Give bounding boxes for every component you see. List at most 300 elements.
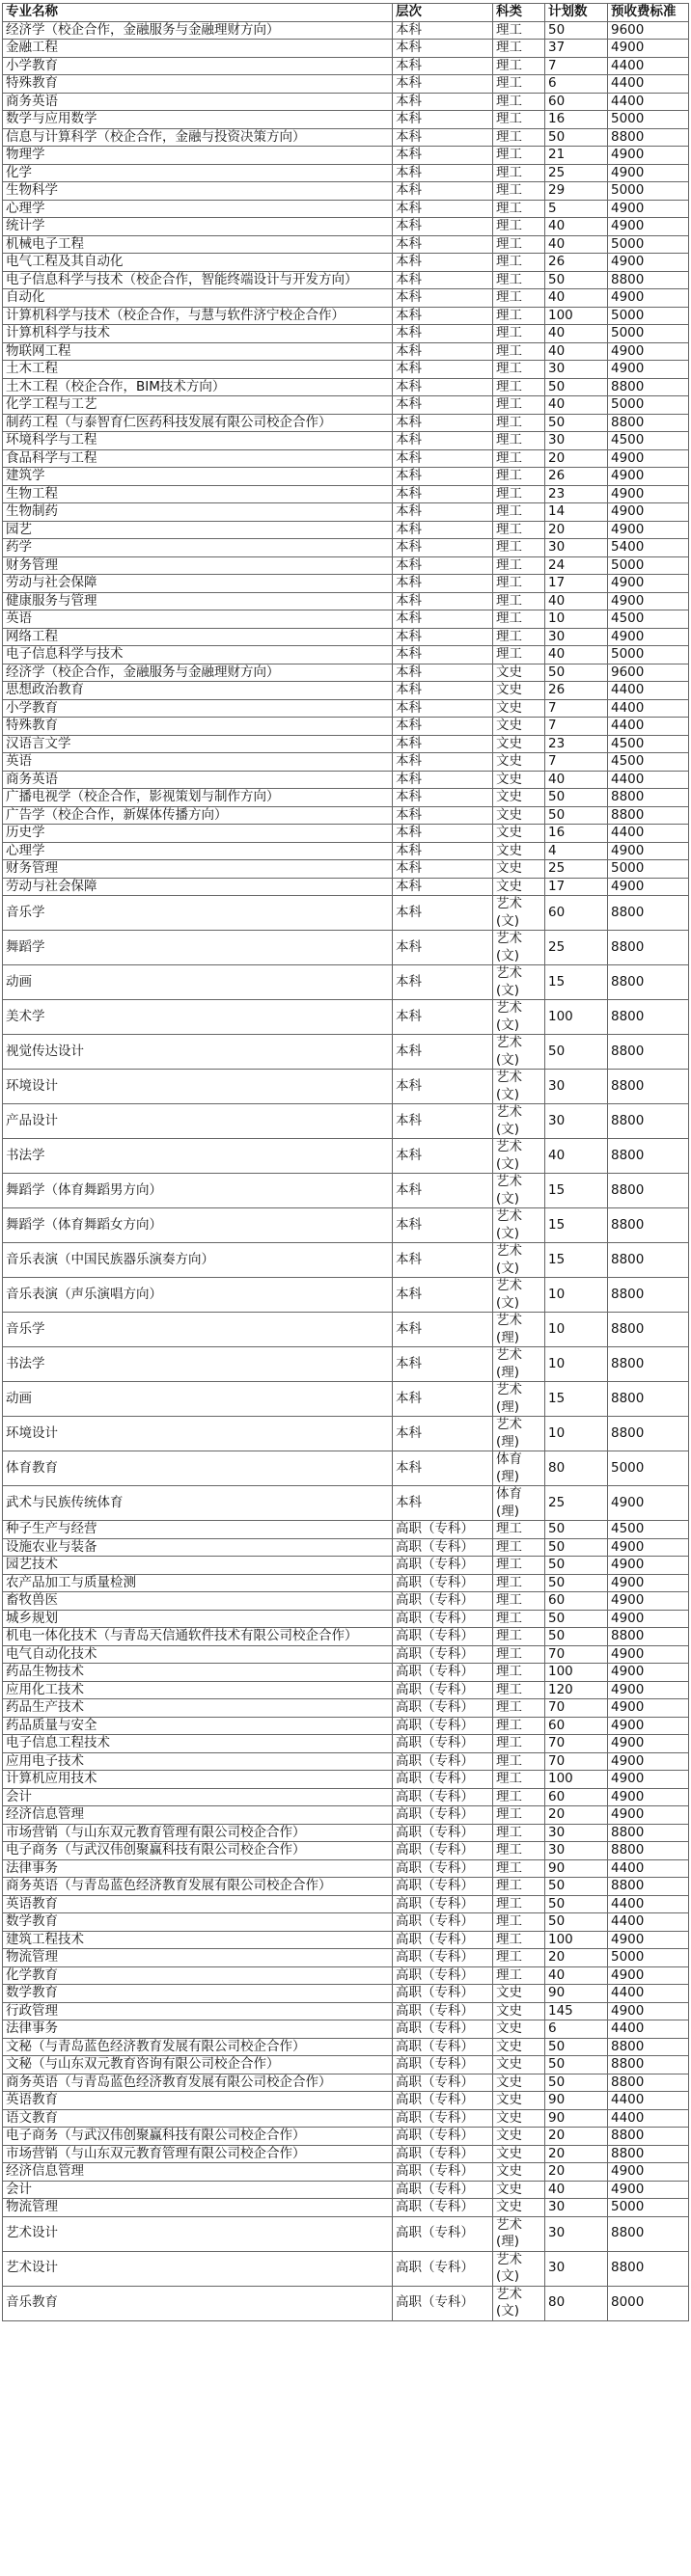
cell-major: 园艺技术	[3, 1557, 393, 1575]
cell-fee: 8800	[608, 271, 689, 289]
cell-major: 应用电子技术	[3, 1752, 393, 1771]
cell-level: 本科	[393, 485, 493, 503]
cell-category: 理工	[493, 1859, 545, 1878]
cell-fee: 8800	[608, 1104, 689, 1139]
header-plan: 计划数	[545, 4, 608, 22]
cell-level: 本科	[393, 147, 493, 165]
cell-major: 电子信息科学与技术（校企合作，智能终端设计与开发方向）	[3, 271, 393, 289]
cell-category: 体育(理)	[493, 1486, 545, 1521]
cell-major: 园艺	[3, 521, 393, 539]
cell-major: 经济学（校企合作，金融服务与金融理财方向）	[3, 664, 393, 682]
cell-major: 广播电视学（校企合作，影视策划与制作方向）	[3, 789, 393, 807]
cell-plan: 50	[545, 1538, 608, 1557]
cell-category: 理工	[493, 75, 545, 94]
cell-major: 文秘（与青岛蓝色经济教育发展有限公司校企合作）	[3, 2038, 393, 2056]
cell-level: 本科	[393, 646, 493, 664]
cell-fee: 4400	[608, 771, 689, 789]
table-row	[3, 1610, 689, 1628]
table-row	[3, 361, 689, 379]
table-row	[3, 128, 689, 147]
cell-category: 理工	[493, 40, 545, 58]
cell-fee: 4900	[608, 1752, 689, 1771]
cell-major: 环境设计	[3, 1417, 393, 1451]
cell-plan: 20	[545, 2163, 608, 2182]
cell-level: 本科	[393, 468, 493, 486]
table-row	[3, 842, 689, 860]
cell-level: 高职（专科）	[393, 1913, 493, 1932]
cell-major: 思想政治教育	[3, 682, 393, 700]
cell-category: 理工	[493, 432, 545, 450]
cell-fee: 4500	[608, 753, 689, 772]
cell-major: 电子商务（与武汉伟创聚赢科技有限公司校企合作）	[3, 2128, 393, 2146]
table-row	[3, 396, 689, 415]
header-level: 层次	[393, 4, 493, 22]
cell-category: 理工	[493, 307, 545, 325]
cell-fee: 8000	[608, 2286, 689, 2320]
cell-fee: 8800	[608, 965, 689, 1000]
table-row	[3, 771, 689, 789]
cell-plan: 25	[545, 1486, 608, 1521]
cell-level: 本科	[393, 271, 493, 289]
cell-category: 理工	[493, 1788, 545, 1806]
table-row	[3, 592, 689, 610]
cell-level: 本科	[393, 1313, 493, 1347]
cell-category: 理工	[493, 1664, 545, 1682]
table-row	[3, 1699, 689, 1718]
table-row	[3, 1592, 689, 1611]
cell-category: 艺术(文)	[493, 965, 545, 1000]
cell-major: 物理学	[3, 147, 393, 165]
cell-plan: 100	[545, 1000, 608, 1035]
cell-fee: 8800	[608, 2074, 689, 2092]
cell-fee: 4900	[608, 1574, 689, 1592]
table-row	[3, 93, 689, 111]
cell-category: 理工	[493, 1806, 545, 1825]
table-body	[3, 21, 689, 2320]
cell-fee: 4900	[608, 1931, 689, 1949]
cell-category: 理工	[493, 1735, 545, 1753]
cell-level: 本科	[393, 342, 493, 361]
cell-fee: 4900	[608, 1735, 689, 1753]
cell-major: 电气工程及其自动化	[3, 254, 393, 272]
cell-level: 高职（专科）	[393, 2038, 493, 2056]
cell-fee: 8800	[608, 1208, 689, 1243]
table-row	[3, 1681, 689, 1699]
table-row	[3, 965, 689, 1000]
cell-category: 理工	[493, 1913, 545, 1932]
cell-level: 高职（专科）	[393, 1645, 493, 1664]
cell-major: 金融工程	[3, 40, 393, 58]
cell-fee: 4900	[608, 1717, 689, 1735]
cell-fee: 4900	[608, 1610, 689, 1628]
cell-plan: 30	[545, 432, 608, 450]
cell-level: 高职（专科）	[393, 2251, 493, 2286]
cell-plan: 90	[545, 1859, 608, 1878]
cell-category: 文史	[493, 1985, 545, 2003]
cell-plan: 50	[545, 378, 608, 396]
cell-major: 电子商务（与武汉伟创聚赢科技有限公司校企合作）	[3, 1842, 393, 1860]
cell-category: 理工	[493, 1771, 545, 1789]
cell-category: 文史	[493, 2199, 545, 2217]
cell-category: 理工	[493, 1878, 545, 1896]
cell-fee: 4900	[608, 1592, 689, 1611]
table-row	[3, 860, 689, 879]
table-row	[3, 1104, 689, 1139]
cell-fee: 4900	[608, 628, 689, 646]
cell-plan: 50	[545, 1610, 608, 1628]
cell-level: 本科	[393, 1104, 493, 1139]
cell-plan: 17	[545, 575, 608, 593]
cell-plan: 60	[545, 1788, 608, 1806]
cell-major: 药品生物技术	[3, 1664, 393, 1682]
cell-fee: 5000	[608, 1451, 689, 1486]
cell-fee: 4400	[608, 93, 689, 111]
cell-category: 文史	[493, 2020, 545, 2039]
cell-category: 文史	[493, 806, 545, 825]
cell-fee: 5000	[608, 1949, 689, 1967]
cell-fee: 4400	[608, 2092, 689, 2110]
table-row	[3, 556, 689, 575]
cell-fee: 4900	[608, 878, 689, 896]
cell-major: 环境科学与工程	[3, 432, 393, 450]
cell-category: 理工	[493, 235, 545, 254]
table-row	[3, 218, 689, 236]
cell-fee: 4400	[608, 1913, 689, 1932]
cell-category: 文史	[493, 789, 545, 807]
cell-plan: 29	[545, 182, 608, 201]
table-row	[3, 1717, 689, 1735]
cell-category: 文史	[493, 735, 545, 753]
cell-fee: 5000	[608, 325, 689, 343]
table-row	[3, 1208, 689, 1243]
cell-plan: 40	[545, 396, 608, 415]
cell-fee: 4400	[608, 718, 689, 736]
cell-fee: 4900	[608, 1771, 689, 1789]
cell-fee: 4900	[608, 468, 689, 486]
cell-category: 艺术(文)	[493, 1208, 545, 1243]
cell-fee: 8800	[608, 1139, 689, 1174]
cell-major: 文秘（与山东双元教育咨询有限公司校企合作）	[3, 2056, 393, 2074]
cell-level: 高职（专科）	[393, 1985, 493, 2003]
cell-plan: 40	[545, 2181, 608, 2199]
cell-level: 本科	[393, 449, 493, 468]
cell-plan: 40	[545, 325, 608, 343]
cell-level: 本科	[393, 218, 493, 236]
cell-fee: 8800	[608, 2145, 689, 2163]
cell-fee: 4500	[608, 735, 689, 753]
cell-category: 艺术(理)	[493, 1417, 545, 1451]
cell-category: 文史	[493, 842, 545, 860]
table-row	[3, 1538, 689, 1557]
cell-level: 本科	[393, 75, 493, 94]
cell-fee: 8800	[608, 1347, 689, 1382]
cell-plan: 100	[545, 1771, 608, 1789]
cell-major: 历史学	[3, 825, 393, 843]
cell-fee: 4900	[608, 289, 689, 308]
cell-major: 生物制药	[3, 503, 393, 522]
cell-fee: 5000	[608, 646, 689, 664]
cell-plan: 26	[545, 254, 608, 272]
cell-category: 理工	[493, 396, 545, 415]
table-row	[3, 1931, 689, 1949]
cell-fee: 5400	[608, 539, 689, 557]
cell-plan: 60	[545, 1717, 608, 1735]
cell-plan: 7	[545, 718, 608, 736]
cell-category: 文史	[493, 878, 545, 896]
cell-fee: 4400	[608, 1895, 689, 1913]
cell-level: 本科	[393, 200, 493, 218]
table-row	[3, 753, 689, 772]
cell-level: 本科	[393, 896, 493, 931]
cell-category: 理工	[493, 57, 545, 75]
cell-level: 高职（专科）	[393, 1681, 493, 1699]
cell-fee: 4900	[608, 361, 689, 379]
table-row	[3, 2145, 689, 2163]
cell-level: 本科	[393, 396, 493, 415]
cell-major: 书法学	[3, 1139, 393, 1174]
table-row	[3, 878, 689, 896]
cell-level: 高职（专科）	[393, 1824, 493, 1842]
cell-level: 本科	[393, 825, 493, 843]
cell-fee: 4900	[608, 1806, 689, 1825]
cell-level: 高职（专科）	[393, 2199, 493, 2217]
table-row	[3, 682, 689, 700]
cell-category: 艺术(文)	[493, 931, 545, 965]
cell-major: 制药工程（与泰智育仁医药科技发展有限公司校企合作）	[3, 414, 393, 432]
cell-major: 机械电子工程	[3, 235, 393, 254]
cell-level: 高职（专科）	[393, 2056, 493, 2074]
cell-level: 高职（专科）	[393, 1752, 493, 1771]
cell-major: 种子生产与经营	[3, 1521, 393, 1539]
table-row	[3, 931, 689, 965]
cell-category: 理工	[493, 128, 545, 147]
cell-level: 本科	[393, 111, 493, 129]
cell-level: 本科	[393, 718, 493, 736]
cell-fee: 5000	[608, 396, 689, 415]
cell-major: 建筑学	[3, 468, 393, 486]
cell-category: 理工	[493, 1949, 545, 1967]
table-row	[3, 2020, 689, 2039]
cell-level: 高职（专科）	[393, 1878, 493, 1896]
cell-category: 理工	[493, 575, 545, 593]
table-row	[3, 1752, 689, 1771]
cell-fee: 4900	[608, 218, 689, 236]
cell-major: 土木工程	[3, 361, 393, 379]
cell-fee: 8800	[608, 1278, 689, 1313]
cell-category: 理工	[493, 325, 545, 343]
cell-category: 文史	[493, 2092, 545, 2110]
cell-level: 高职（专科）	[393, 1771, 493, 1789]
cell-plan: 21	[545, 147, 608, 165]
table-row	[3, 182, 689, 201]
cell-level: 本科	[393, 289, 493, 308]
cell-level: 本科	[393, 378, 493, 396]
cell-plan: 23	[545, 735, 608, 753]
cell-level: 本科	[393, 628, 493, 646]
cell-plan: 40	[545, 771, 608, 789]
cell-fee: 8800	[608, 1878, 689, 1896]
cell-major: 数学教育	[3, 1985, 393, 2003]
cell-major: 财务管理	[3, 860, 393, 879]
header-category: 科类	[493, 4, 545, 22]
cell-fee: 8800	[608, 1313, 689, 1347]
table-row	[3, 57, 689, 75]
cell-plan: 4	[545, 842, 608, 860]
cell-category: 体育(理)	[493, 1451, 545, 1486]
cell-major: 统计学	[3, 218, 393, 236]
table-row	[3, 271, 689, 289]
cell-major: 食品科学与工程	[3, 449, 393, 468]
cell-major: 健康服务与管理	[3, 592, 393, 610]
cell-fee: 8800	[608, 1628, 689, 1646]
cell-major: 法律事务	[3, 1859, 393, 1878]
table-row	[3, 1985, 689, 2003]
cell-plan: 20	[545, 2145, 608, 2163]
table-row	[3, 2056, 689, 2074]
cell-category: 文史	[493, 2002, 545, 2020]
cell-category: 理工	[493, 1931, 545, 1949]
cell-category: 理工	[493, 485, 545, 503]
table-row	[3, 735, 689, 753]
cell-fee: 5000	[608, 307, 689, 325]
cell-fee: 4900	[608, 40, 689, 58]
cell-major: 经济学（校企合作，金融服务与金融理财方向）	[3, 21, 393, 40]
cell-major: 药品生产技术	[3, 1699, 393, 1718]
cell-fee: 8800	[608, 931, 689, 965]
cell-fee: 8800	[608, 1243, 689, 1278]
cell-plan: 40	[545, 289, 608, 308]
table-row	[3, 1824, 689, 1842]
table-row	[3, 806, 689, 825]
cell-plan: 25	[545, 164, 608, 182]
cell-level: 高职（专科）	[393, 2002, 493, 2020]
cell-fee: 4500	[608, 432, 689, 450]
cell-fee: 4900	[608, 2163, 689, 2182]
cell-plan: 10	[545, 1347, 608, 1382]
cell-major: 经济信息管理	[3, 1806, 393, 1825]
table-row	[3, 2163, 689, 2182]
cell-major: 药品质量与安全	[3, 1717, 393, 1735]
cell-major: 商务英语	[3, 93, 393, 111]
table-row	[3, 646, 689, 664]
cell-category: 理工	[493, 1645, 545, 1664]
cell-plan: 40	[545, 342, 608, 361]
table-row	[3, 111, 689, 129]
cell-fee: 5000	[608, 182, 689, 201]
cell-category: 艺术(文)	[493, 1139, 545, 1174]
cell-fee: 4900	[608, 449, 689, 468]
cell-plan: 60	[545, 93, 608, 111]
cell-major: 农产品加工与质量检测	[3, 1574, 393, 1592]
table-row	[3, 1070, 689, 1104]
cell-plan: 23	[545, 485, 608, 503]
cell-major: 电子信息工程技术	[3, 1735, 393, 1753]
cell-category: 文史	[493, 2056, 545, 2074]
cell-level: 本科	[393, 1139, 493, 1174]
cell-plan: 50	[545, 1913, 608, 1932]
cell-category: 文史	[493, 2128, 545, 2146]
cell-level: 本科	[393, 753, 493, 772]
table-row	[3, 468, 689, 486]
cell-level: 本科	[393, 931, 493, 965]
cell-major: 舞蹈学（体育舞蹈女方向）	[3, 1208, 393, 1243]
cell-plan: 90	[545, 2109, 608, 2128]
cell-level: 本科	[393, 1278, 493, 1313]
cell-category: 理工	[493, 342, 545, 361]
cell-plan: 6	[545, 2020, 608, 2039]
cell-major: 产品设计	[3, 1104, 393, 1139]
table-row	[3, 1486, 689, 1521]
cell-category: 文史	[493, 2038, 545, 2056]
cell-plan: 70	[545, 1645, 608, 1664]
cell-category: 艺术(文)	[493, 1000, 545, 1035]
cell-plan: 40	[545, 592, 608, 610]
cell-level: 本科	[393, 1035, 493, 1070]
cell-plan: 50	[545, 1521, 608, 1539]
cell-major: 动画	[3, 1382, 393, 1417]
cell-level: 高职（专科）	[393, 1949, 493, 1967]
cell-plan: 15	[545, 1174, 608, 1208]
table-row	[3, 2251, 689, 2286]
cell-category: 理工	[493, 521, 545, 539]
cell-plan: 30	[545, 2216, 608, 2251]
cell-fee: 4900	[608, 1486, 689, 1521]
cell-category: 艺术(文)	[493, 1278, 545, 1313]
cell-fee: 8800	[608, 1842, 689, 1860]
cell-fee: 9600	[608, 21, 689, 40]
cell-major: 心理学	[3, 842, 393, 860]
cell-fee: 8800	[608, 2056, 689, 2074]
cell-plan: 50	[545, 1628, 608, 1646]
cell-plan: 30	[545, 1070, 608, 1104]
cell-plan: 50	[545, 21, 608, 40]
cell-major: 会计	[3, 1788, 393, 1806]
cell-category: 文史	[493, 771, 545, 789]
table-row	[3, 2002, 689, 2020]
cell-major: 音乐教育	[3, 2286, 393, 2320]
cell-level: 本科	[393, 610, 493, 629]
cell-plan: 17	[545, 878, 608, 896]
cell-fee: 4400	[608, 1985, 689, 2003]
cell-fee: 4400	[608, 2020, 689, 2039]
cell-fee: 4400	[608, 57, 689, 75]
cell-fee: 4900	[608, 503, 689, 522]
cell-fee: 4900	[608, 254, 689, 272]
cell-level: 高职（专科）	[393, 2181, 493, 2199]
cell-fee: 8800	[608, 896, 689, 931]
cell-category: 理工	[493, 93, 545, 111]
cell-plan: 50	[545, 664, 608, 682]
cell-plan: 50	[545, 271, 608, 289]
cell-category: 艺术(理)	[493, 1313, 545, 1347]
cell-plan: 50	[545, 1035, 608, 1070]
header-major: 专业名称	[3, 4, 393, 22]
table-row	[3, 1347, 689, 1382]
cell-category: 艺术(理)	[493, 1382, 545, 1417]
table-row	[3, 485, 689, 503]
cell-plan: 7	[545, 699, 608, 718]
cell-fee: 8800	[608, 2216, 689, 2251]
cell-category: 理工	[493, 164, 545, 182]
cell-level: 高职（专科）	[393, 2145, 493, 2163]
cell-category: 文史	[493, 753, 545, 772]
table-row	[3, 235, 689, 254]
cell-level: 高职（专科）	[393, 2092, 493, 2110]
cell-major: 城乡规划	[3, 1610, 393, 1628]
cell-major: 语文教育	[3, 2109, 393, 2128]
cell-major: 自动化	[3, 289, 393, 308]
enrollment-plan-table-wrapper	[2, 3, 688, 2321]
